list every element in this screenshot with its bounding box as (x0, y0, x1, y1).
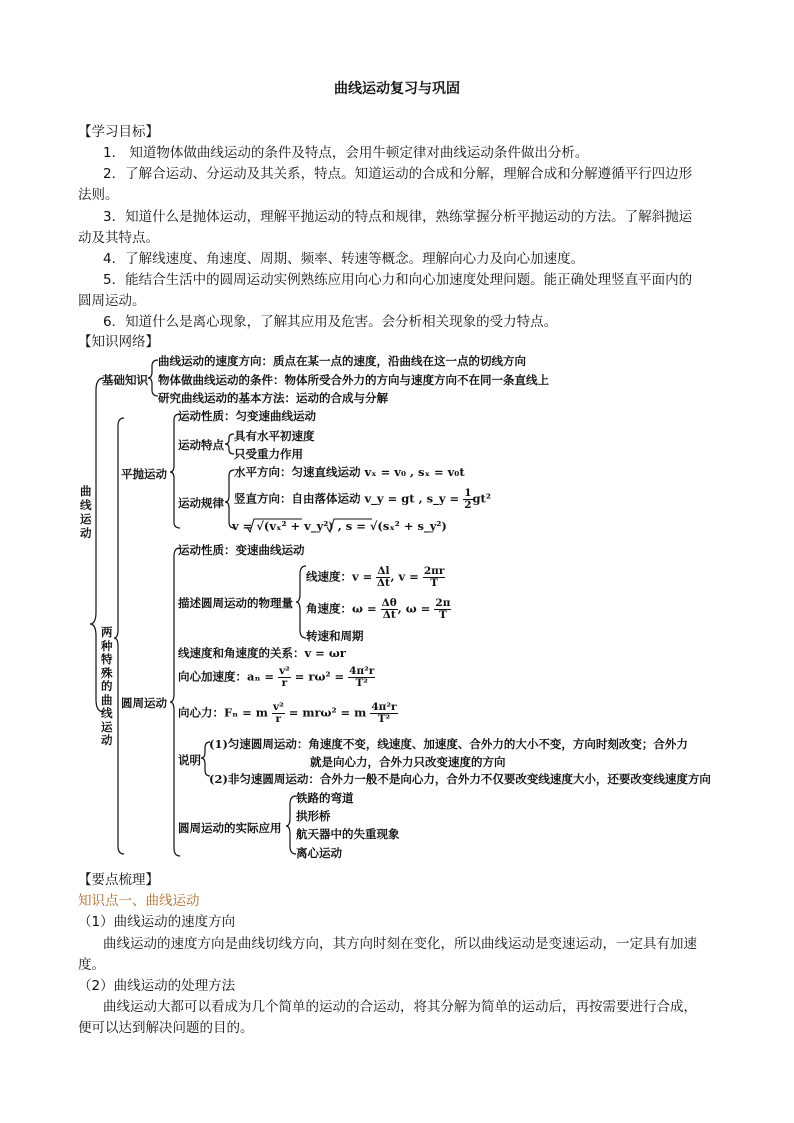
objective-line: 4．了解线速度、角速度、周期、频率、转速等概念。理解向心力及向心加速度。 (103, 251, 585, 267)
note-uniform: (1)匀速圆周运动：角速度不变，线速度、加速度、合外力的大小不变，方向时刻改变；合外力 (209, 737, 688, 751)
angular-velocity-prefix: 角速度：ω = (306, 601, 377, 616)
projectile-feature: 具有水平初速度 (234, 429, 315, 443)
projectile-feature: 只受重力作用 (234, 447, 303, 461)
app-item: 航天器中的失重现象 (296, 827, 400, 841)
projectile-nature: 运动性质：匀变速曲线运动 (178, 409, 316, 423)
two-special-label: 两种特殊的曲线运动 (101, 625, 113, 747)
circular-label: 圆周运动 (121, 696, 167, 710)
linear-velocity-mid: , v = (390, 569, 419, 584)
note-uniform-cont: 就是向心力，合外力只改变速度的方向 (310, 755, 506, 769)
fraction-numerator: v² (272, 701, 284, 713)
centripetal-acceleration (178, 666, 375, 689)
fraction-denominator: 2 (464, 499, 472, 511)
subheading: （1）曲线运动的速度方向 (78, 914, 236, 930)
angular-velocity-mid: , ω = (397, 601, 431, 616)
network-heading: 【知识网络】 (78, 334, 159, 350)
fraction-denominator: T (438, 609, 447, 621)
fraction (376, 566, 390, 589)
objectives-heading: 【学习目标】 (78, 124, 159, 140)
acc-prefix: 向心加速度：aₙ = (178, 669, 275, 684)
basic-knowledge-label: 基础知识 (102, 373, 148, 387)
paragraph-line: 度。 (78, 957, 105, 973)
note-label: 说明 (178, 753, 201, 767)
projectile-vertical-prefix: 竖直方向：自由落体运动 v_y = gt , s_y = (234, 491, 464, 506)
basic-item: 研究曲线运动的基本方法：运动的合成与分解 (158, 391, 388, 405)
objective-line: 圆周运动。 (78, 293, 146, 309)
fraction (278, 666, 291, 689)
fraction-denominator: T² (377, 713, 391, 725)
fraction-denominator: T² (355, 677, 368, 689)
rotation-period: 转速和周期 (306, 629, 364, 643)
fraction-numerator: 4π²r (349, 665, 375, 677)
force-prefix: 向心力：Fₙ = m (178, 705, 268, 720)
projectile-label: 平抛运动 (121, 467, 167, 481)
fraction-denominator: Δt (382, 609, 396, 621)
objective-line: 法则。 (78, 187, 119, 203)
velocity-relation: 线速度和角速度的关系：v = ωr (178, 646, 346, 660)
page-title: 曲线运动复习与巩固 (334, 81, 460, 97)
fraction (370, 702, 397, 725)
fraction (381, 598, 398, 621)
note-nonuniform: (2)非匀速圆周运动：合外力一般不是向心力，合外力不仅要改变线速度大小，还要改变线速度方向 (209, 772, 711, 786)
fraction-numerator: 2π (435, 597, 451, 609)
keypoints-heading: 【要点梳理】 (78, 872, 159, 888)
projectile-vertical (234, 488, 491, 511)
circular-nature: 运动性质：变速曲线运动 (178, 543, 305, 557)
fraction-numerator: Δθ (381, 597, 397, 609)
fraction-numerator: v² (279, 665, 290, 677)
knowledge-point-title: 知识点一、曲线运动 (78, 893, 200, 909)
fraction-numerator: 4π²r (371, 701, 397, 713)
fraction (463, 488, 472, 511)
linear-velocity (306, 566, 445, 589)
objective-line: 6．知道什么是离心现象，了解其应用及危害。会分析相关现象的受力特点。 (103, 314, 558, 330)
fraction-denominator: r (281, 677, 288, 689)
fraction (434, 598, 451, 621)
objective-line: 2．了解合运动、分运动及其关系，特点。知道运动的合成和分解，理解合成和分解遵循平行四边形 (103, 166, 693, 182)
subheading: （2）曲线运动的处理方法 (78, 978, 236, 994)
basic-item: 物体做曲线运动的条件：物体所受合外力的方向与速度方向不在同一条直线上 (158, 373, 549, 387)
network-root-label: 曲线运动 (80, 484, 92, 540)
objective-line: 3．知道什么是抛体运动，理解平抛运动的特点和规律，熟练掌握分析平抛运动的方法。了解斜抛运 (103, 209, 693, 225)
basic-item: 曲线运动的速度方向：质点在某一点的速度，沿曲线在这一点的切线方向 (158, 354, 526, 368)
fraction-denominator: Δt (376, 577, 390, 589)
fraction (348, 666, 375, 689)
projectile-vertical-suffix: gt² (472, 491, 491, 506)
acc-mid: = rω² = (294, 669, 345, 684)
fraction-numerator: Δl (377, 565, 390, 577)
fraction-denominator: T (430, 577, 439, 589)
fraction (423, 566, 446, 589)
objective-line: 1． 知道物体做曲线运动的条件及特点，会用牛顿定律对曲线运动条件做出分析。 (103, 145, 589, 161)
apps-label: 圆周运动的实际应用 (178, 821, 282, 835)
app-item: 离心运动 (296, 846, 342, 860)
objective-line: 动及其特点。 (78, 230, 159, 246)
projectile-combined: v = √(vₓ² + v_y²) , s = √(sₓ² + s_y²) (232, 519, 447, 533)
paragraph-line: 曲线运动大都可以看成为几个简单的运动的合运动，将其分解为简单的运动后，再按需要进行合成， (103, 999, 697, 1015)
app-item: 拱形桥 (296, 809, 331, 823)
paragraph-line: 曲线运动的速度方向是曲线切线方向，其方向时刻在变化，所以曲线运动是变速运动，一定具有加速 (103, 936, 697, 952)
projectile-horizontal: 水平方向：匀速直线运动 vₓ = v₀ , sₓ = v₀t (234, 465, 465, 479)
fraction-denominator: r (275, 713, 282, 725)
fraction-numerator: 2πr (423, 565, 445, 577)
projectile-law-label: 运动规律 (178, 496, 224, 510)
angular-velocity (306, 598, 451, 621)
app-item: 铁路的弯道 (296, 791, 354, 805)
force-mid: = mrω² = m (288, 705, 367, 720)
fraction-numerator: 1 (464, 487, 472, 499)
fraction (272, 702, 285, 725)
centripetal-force (178, 702, 398, 725)
paragraph-line: 便可以达到解决问题的目的。 (78, 1020, 254, 1036)
circular-quantities-label: 描述圆周运动的物理量 (178, 596, 293, 610)
objective-line: 5．能结合生活中的圆周运动实例熟练应用向心力和向心加速度处理问题。能正确处理竖直平面内的 (103, 272, 693, 288)
projectile-feature-label: 运动特点 (178, 438, 224, 452)
linear-velocity-prefix: 线速度：v = (306, 569, 373, 584)
